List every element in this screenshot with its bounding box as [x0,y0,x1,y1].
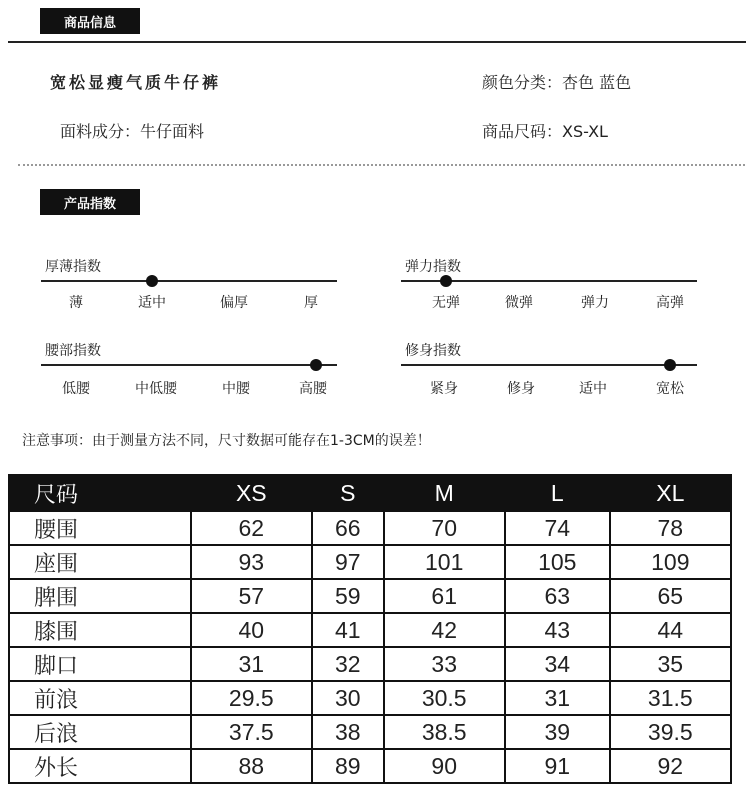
table-row [9,715,731,749]
table-cell: 109 [610,545,731,579]
index-line-waist [41,364,337,366]
table-cell: 38.5 [384,715,505,749]
table-cell: 57 [191,579,312,613]
index-option: 低腰 [62,381,90,397]
table-row [9,613,731,647]
table-row [9,647,731,681]
table-cell: 32 [312,647,384,681]
index-option: 适中 [138,295,166,311]
table-cell: 39.5 [610,715,731,749]
header-cell: XL [610,475,731,511]
row-label: 座围 [9,545,191,579]
table-cell: 30 [312,681,384,715]
table-cell: 62 [191,511,312,545]
row-label: 脚口 [9,647,191,681]
row-label: 后浪 [9,715,191,749]
table-cell: 66 [312,511,384,545]
index-option: 修身 [507,381,535,397]
table-cell: 29.5 [191,681,312,715]
table-row [9,681,731,715]
row-label: 膝围 [9,613,191,647]
table-cell: 74 [505,511,610,545]
table-cell: 39 [505,715,610,749]
table-cell: 31.5 [610,681,731,715]
index-option: 中低腰 [135,381,177,397]
header-cell: XS [191,475,312,511]
table-cell: 78 [610,511,731,545]
table-cell: 65 [610,579,731,613]
index-title-fit: 修身指数 [405,343,461,359]
table-cell: 41 [312,613,384,647]
table-cell: 44 [610,613,731,647]
header-divider [8,41,746,43]
table-cell: 89 [312,749,384,783]
index-option: 紧身 [430,381,458,397]
index-option: 弹力 [581,295,609,311]
index-marker-elasticity [440,275,452,287]
measurement-note: 注意事项：由于测量方法不同，尺寸数据可能存在1-3CM的误差！ [22,433,431,449]
header-cell: 尺码 [9,475,191,511]
size-table-header-row [9,475,731,511]
table-row [9,511,731,545]
table-row [9,749,731,783]
row-label: 外长 [9,749,191,783]
table-cell: 88 [191,749,312,783]
index-option: 薄 [69,295,83,311]
product-color: 颜色分类：杏色 蓝色 [482,73,632,92]
index-marker-fit [664,359,676,371]
index-line-fit [401,364,697,366]
index-marker-thickness [146,275,158,287]
table-cell: 97 [312,545,384,579]
table-cell: 31 [191,647,312,681]
table-cell: 33 [384,647,505,681]
table-cell: 61 [384,579,505,613]
table-cell: 31 [505,681,610,715]
index-marker-waist [310,359,322,371]
table-cell: 30.5 [384,681,505,715]
table-cell: 35 [610,647,731,681]
table-cell: 38 [312,715,384,749]
index-title-elasticity: 弹力指数 [405,259,461,275]
table-cell: 63 [505,579,610,613]
table-cell: 59 [312,579,384,613]
index-option: 厚 [304,295,318,311]
index-title-thickness: 厚薄指数 [45,259,101,275]
row-label: 脾围 [9,579,191,613]
product-size-range: 商品尺码：XS-XL [482,122,608,141]
table-cell: 34 [505,647,610,681]
size-table [8,474,732,784]
index-title-waist: 腰部指数 [45,343,101,359]
index-option: 高腰 [299,381,327,397]
section-tag-product-info: 商品信息 [40,8,140,34]
header-cell: S [312,475,384,511]
table-cell: 90 [384,749,505,783]
table-row [9,579,731,613]
index-line-thickness [41,280,337,282]
index-option: 适中 [579,381,607,397]
table-cell: 70 [384,511,505,545]
dotted-divider [18,164,745,166]
index-option: 偏厚 [220,295,248,311]
row-label: 腰围 [9,511,191,545]
table-cell: 101 [384,545,505,579]
index-option: 高弹 [656,295,684,311]
index-option: 宽松 [656,381,684,397]
index-option: 中腰 [222,381,250,397]
row-label: 前浪 [9,681,191,715]
table-row [9,545,731,579]
table-cell: 43 [505,613,610,647]
product-fabric: 面料成分：牛仔面料 [60,122,205,141]
table-cell: 40 [191,613,312,647]
table-cell: 93 [191,545,312,579]
section-tag-product-index: 产品指数 [40,189,140,215]
table-cell: 91 [505,749,610,783]
index-option: 微弹 [505,295,533,311]
header-cell: L [505,475,610,511]
header-cell: M [384,475,505,511]
table-cell: 37.5 [191,715,312,749]
product-name: 宽松显瘦气质牛仔裤 [50,73,222,92]
table-cell: 105 [505,545,610,579]
index-option: 无弹 [432,295,460,311]
table-cell: 92 [610,749,731,783]
table-cell: 42 [384,613,505,647]
